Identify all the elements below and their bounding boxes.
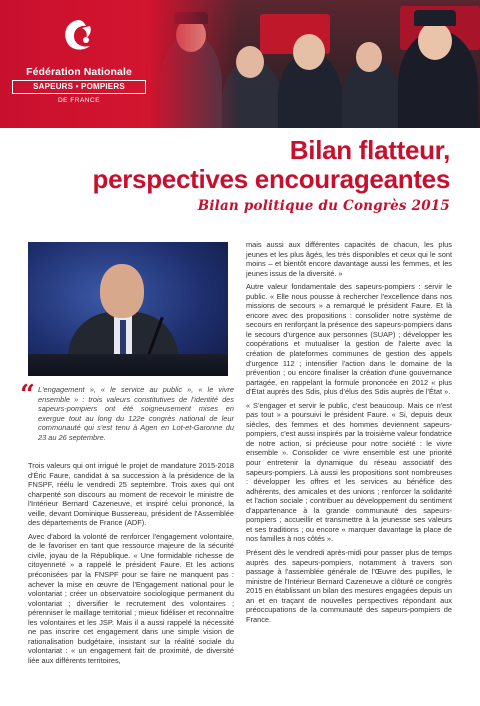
article-column-left — [28, 461, 234, 669]
paragraph: Autre valeur fondamentale des sapeurs-pompiers : servir le public. « Elle nous pousse à rechercher l'excellence dans nos missions de secours » a remarqué le président Faure. Et là encore avec des propositions : consolider notre système de secours en renforçant la présence des sapeurs-pompiers dans le secours d'urgence aux personnes (SUAP) ; développer les coopérations et mutualiser la gestion de l'alerte avec la création de plateformes communes de gestion des appels d'urgence 112 ; intensifier l'action dans le domaine de la prévention ; ou encore finaliser la création d'une gouvernance partagée, en rappelant la formule prononcée en 2012 « plus d'État auprès des Sdis, plus d'élus des Sdis auprès de l'État ». — [246, 282, 452, 397]
article-intro — [38, 385, 234, 446]
title-line-2: perspectives encourageantes — [92, 164, 450, 194]
header-banner — [0, 0, 480, 128]
page-title — [90, 136, 450, 194]
page-subtitle: Bilan politique du Congrès 2015 — [197, 198, 450, 214]
paragraph: Avec d'abord la volonté de renforcer l'engagement volontaire, de le favoriser en tant que ressource majeure de la sécurité civile, joyau de la République. « Une formidable richesse de citoyenneté » a rappelé le président Faure. Et les actions préconisées par la FNSPF pour se faire ne manquent pas : achever la mise en œuvre de l'Engagement national pour le volontariat ; créer un observatoire sociologique permanent du volontariat ; diversifier le recrutement des volontaires ; pérenniser le maillage territorial ; mieux fidéliser et reconnaître les volontaires et les JSP. Mais il a aussi rappelé la nécessité ne pas inscrire cet engagement dans une simple vision de rationalisation budgétaire, insistant sur la réalité sociale du volontariat : « un engagement fait de proximité, de diversité liée aux différents territoires, — [28, 531, 234, 665]
paragraph: Présent dès le vendredi après-midi pour passer plus de temps auprès des sapeurs-pompiers, notamment à travers son passage à l'assemblée générale de l'Œuvre des pupilles, le ministre de l'Intérieur Bernard Cazeneuve a clôturé ce congrès 2015 en établissant un bilan des mesures engagées depuis un an et en traçant de nouvelles perspectives répondant aux préoccupations de la communauté des sapeurs-pompiers de France. — [246, 547, 452, 624]
logo-name: Fédération Nationale — [26, 66, 132, 78]
quote-mark-icon: “ — [20, 380, 35, 410]
logo-subname: SAPEURS • POMPIERS — [12, 80, 146, 94]
federation-logo-icon — [56, 16, 100, 56]
paragraph: Trois valeurs qui ont irrigué le projet de mandature 2015-2018 d'Éric Faure, candidat à sa succession à la présidence de la FNSPF, réélu le vendredi 25 septembre. Trois axes qui ont charpenté son discours au moment de recevoir le ministre de l'Intérieur Bernard Cazeneuve, et inspiré celui prononcé, la veille, devant Dominique Bussereau, président de l'Assemblée des départements de France (ADF). — [28, 461, 234, 528]
paragraph: mais aussi aux différentes capacités de chacun, les plus jeunes et les plus âgés, les très disponibles et ceux qui le sont moins – et bientôt encore davantage aussi les femmes, et les jeunes issus de la diversité. » — [246, 240, 452, 278]
logo-country: DE FRANCE — [57, 97, 101, 104]
speaker-photo — [28, 242, 228, 376]
title-line-1: Bilan flatteur, — [289, 135, 450, 165]
paragraph: « S'engager et servir le public, c'est beaucoup. Mais ce n'est pas tout » a poursuivi le président Faure. « Si, depuis deux siècles, des femmes et des hommes deviennent sapeurs-pompiers, c'est aussi inspirés par la troisième valeur fondatrice de notre action, si précieuse pour notre société : le vivre ensemble ». Consolider ce vivre ensemble est une priorité pour entretenir la dynamique du réseau associatif des sapeurs-pompiers. Là aussi les propositions sont nombreuses : développer les offres et les services au bénéfice des adhérents, des amicales et des unions ; renforcer la solidarité et l'action sociale ; contribuer au développement du sentiment d'appartenance à la grande communauté des sapeurs-pompiers ; accueillir et transmettre à la jeunesse ses valeurs et ses traditions ; ou encore « marquer davantage la place de nos familles à nos côtés ». — [246, 400, 452, 544]
intro-quote: L'engagement », « le service au public », « le vivre ensemble » : trois valeurs constitutives de l'identité des sapeurs-pompiers ont été soigneusement mises en exergue tout au long du 122e congrès national de leur communauté qui s'est tenu à Agen en Lot-et-Garonne du 23 au 26 septembre. — [38, 385, 234, 442]
header-photo-fade — [150, 0, 240, 128]
article-column-right — [246, 240, 452, 628]
